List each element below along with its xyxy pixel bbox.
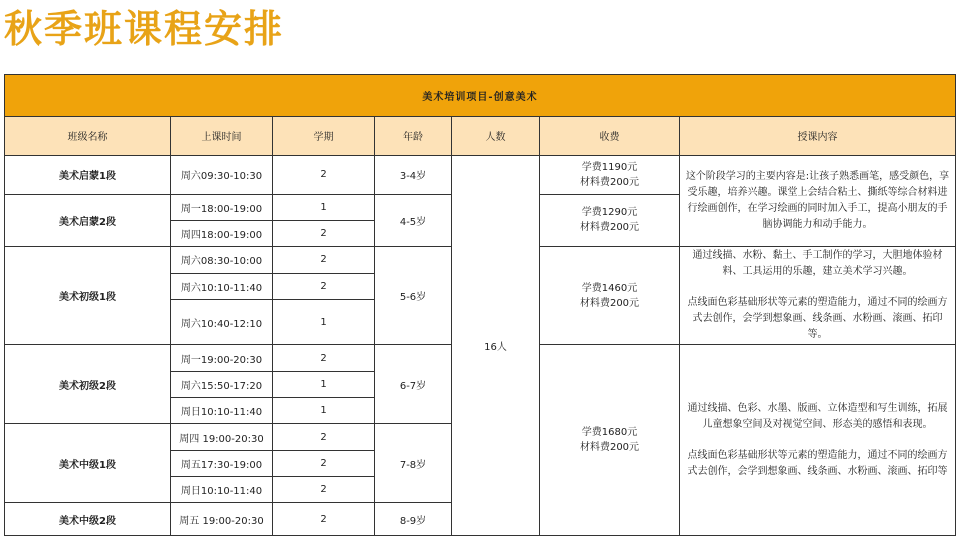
time-cell: 周五 19:00-20:30 [171, 503, 273, 536]
age-cell: 6-7岁 [375, 345, 452, 424]
age-cell: 7-8岁 [375, 424, 452, 503]
fee-cell [540, 194, 680, 247]
materials-text: 材料费200元 [579, 297, 640, 309]
time-cell: 周一18:00-19:00 [171, 194, 273, 220]
term-cell: 2 [273, 247, 375, 273]
term-cell: 2 [273, 273, 375, 299]
term-cell: 1 [273, 194, 375, 220]
header-fee: 收费 [540, 116, 680, 156]
table-row [5, 156, 956, 195]
class-name-cell: 美术初级1段 [5, 247, 171, 345]
term-cell: 2 [273, 156, 375, 195]
term-cell: 2 [273, 220, 375, 246]
materials-text: 材料费200元 [579, 442, 640, 454]
content-text: 这个阶段学习的主要内容是:让孩子熟悉画笔，感受颜色，享受乐趣，培养兴趣。课堂上会结合粘土、撕纸等综合材料进行绘画创作，在学习绘画的同时加入手工，提高小朋友的手脑协调能力和动手能力。 [685, 171, 950, 231]
term-cell: 1 [273, 371, 375, 397]
fee-cell [540, 345, 680, 536]
tuition-text: 学费1460元 [581, 282, 638, 294]
page-title: 秋季班课程安排 [4, 7, 285, 51]
header-capacity: 人数 [452, 116, 540, 156]
time-cell: 周六10:40-12:10 [171, 299, 273, 345]
term-cell: 2 [273, 345, 375, 371]
time-cell: 周日10:10-11:40 [171, 477, 273, 503]
age-cell: 8-9岁 [375, 503, 452, 536]
time-cell: 周四 19:00-20:30 [171, 424, 273, 450]
header-term: 学期 [273, 116, 375, 156]
capacity-cell: 16人 [452, 156, 540, 536]
fee-cell [540, 247, 680, 345]
term-cell: 1 [273, 299, 375, 345]
header-age: 年龄 [375, 116, 452, 156]
age-cell: 3-4岁 [375, 156, 452, 195]
tuition-text: 学费1290元 [581, 207, 638, 219]
content-cell [680, 345, 956, 536]
content-text: 通过线描、色彩、水墨、版画、立体造型和写生训练，拓展儿童想象空间及对视觉空间、形态美的感悟和表现。 [687, 402, 948, 430]
time-cell: 周六08:30-10:00 [171, 247, 273, 273]
term-cell: 2 [273, 477, 375, 503]
term-cell: 2 [273, 424, 375, 450]
tuition-text: 学费1680元 [581, 427, 638, 439]
header-content: 授课内容 [680, 116, 956, 156]
time-cell: 周六09:30-10:30 [171, 156, 273, 195]
schedule-table [4, 74, 956, 536]
time-cell: 周四18:00-19:00 [171, 220, 273, 246]
class-name-cell: 美术启蒙1段 [5, 156, 171, 195]
table-title: 美术培训项目-创意美术 [5, 75, 956, 117]
term-cell: 2 [273, 503, 375, 536]
time-cell: 周五17:30-19:00 [171, 450, 273, 476]
class-name-cell: 美术中级1段 [5, 424, 171, 503]
header-class-name: 班级名称 [5, 116, 171, 156]
fee-cell [540, 156, 680, 195]
content-cell [680, 156, 956, 247]
class-name-cell: 美术初级2段 [5, 345, 171, 424]
term-cell: 2 [273, 450, 375, 476]
time-cell: 周六10:10-11:40 [171, 273, 273, 299]
time-cell: 周日10:10-11:40 [171, 398, 273, 424]
time-cell: 周六15:50-17:20 [171, 371, 273, 397]
tuition-text: 学费1190元 [581, 161, 638, 173]
age-cell: 5-6岁 [375, 247, 452, 345]
content-text: 点线面色彩基础形状等元素的塑造能力，通过不同的绘画方式去创作，会学到想象画、线条画、水粉画、滚画、拓印等 [687, 449, 948, 477]
materials-text: 材料费200元 [579, 222, 640, 234]
class-name-cell: 美术启蒙2段 [5, 194, 171, 247]
time-cell: 周一19:00-20:30 [171, 345, 273, 371]
content-cell [680, 247, 956, 345]
content-text: 通过线描、水粉、黏土、手工制作的学习，大胆地体验材料、工具运用的乐趣，建立美术学习兴趣。 [692, 250, 943, 278]
term-cell: 1 [273, 398, 375, 424]
age-cell: 4-5岁 [375, 194, 452, 247]
content-text: 点线面色彩基础形状等元素的塑造能力，通过不同的绘画方式去创作，会学到想象画、线条画、水粉画、滚画、拓印等。 [687, 297, 948, 341]
materials-text: 材料费200元 [579, 176, 640, 188]
header-time: 上课时间 [171, 116, 273, 156]
class-name-cell: 美术中级2段 [5, 503, 171, 536]
